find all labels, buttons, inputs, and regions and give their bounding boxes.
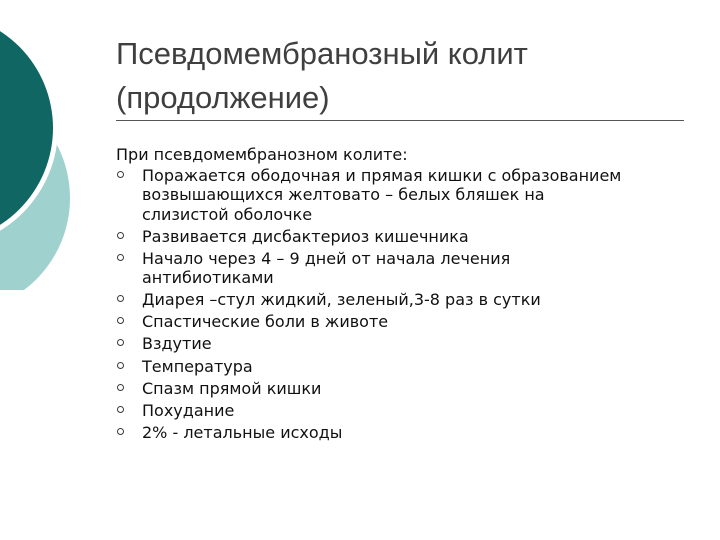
- slide-body: [116, 145, 706, 445]
- list-item: [116, 401, 706, 421]
- list-item-text: Вздутие: [142, 334, 212, 354]
- circle-bullet-icon: [117, 254, 124, 261]
- list-item-text: Поражается ободочная и прямая кишки с образованием: [142, 165, 622, 185]
- list-item: [116, 312, 706, 332]
- list-item-text: антибиотиками: [142, 268, 274, 288]
- list-item-text: Похудание: [142, 400, 235, 420]
- intro-text: При псевдомембранозном колите:: [116, 145, 408, 164]
- list-item-text: Спазм прямой кишки: [142, 378, 322, 398]
- list-item-text: Развивается дисбактериоз кишечника: [142, 226, 469, 246]
- circle-bullet-icon: [117, 232, 124, 239]
- list-item-text: Начало через 4 – 9 дней от начала лечения: [142, 248, 511, 268]
- list-item: [116, 423, 706, 443]
- list-item: [116, 357, 706, 377]
- list-item: [116, 166, 706, 225]
- list-item-text: 2% - летальные исходы: [142, 422, 343, 442]
- list-item-text: Диарея –стул жидкий, зеленый,3-8 раз в сутки: [142, 290, 541, 310]
- circle-bullet-icon: [117, 339, 124, 346]
- list-item-text: Спастические боли в животе: [142, 312, 389, 332]
- list-item-text: возвышающихся желтовато – белых бляшек на: [142, 185, 545, 204]
- list-item: [116, 290, 706, 310]
- circle-bullet-icon: [117, 171, 124, 178]
- list-item: [116, 334, 706, 354]
- circle-bullet-icon: [117, 362, 124, 369]
- bullet-list: [116, 166, 706, 443]
- list-item-text: слизистой оболочке: [142, 204, 313, 224]
- circle-bullet-icon: [117, 428, 124, 435]
- slide-title-line-2: (продолжение): [116, 80, 330, 115]
- circle-bullet-icon: [117, 295, 124, 302]
- slide-title: [116, 32, 696, 120]
- list-item-text: Температура: [142, 356, 253, 376]
- list-item: [116, 379, 706, 399]
- title-divider: [116, 120, 684, 121]
- circle-bullet-icon: [117, 384, 124, 391]
- slide-title-line-1: Псевдомембранозный колит: [116, 36, 528, 71]
- circle-bullet-icon: [117, 317, 124, 324]
- list-item: [116, 227, 706, 247]
- list-item: [116, 249, 706, 288]
- decorative-circles: [0, 0, 80, 290]
- circle-bullet-icon: [117, 406, 124, 413]
